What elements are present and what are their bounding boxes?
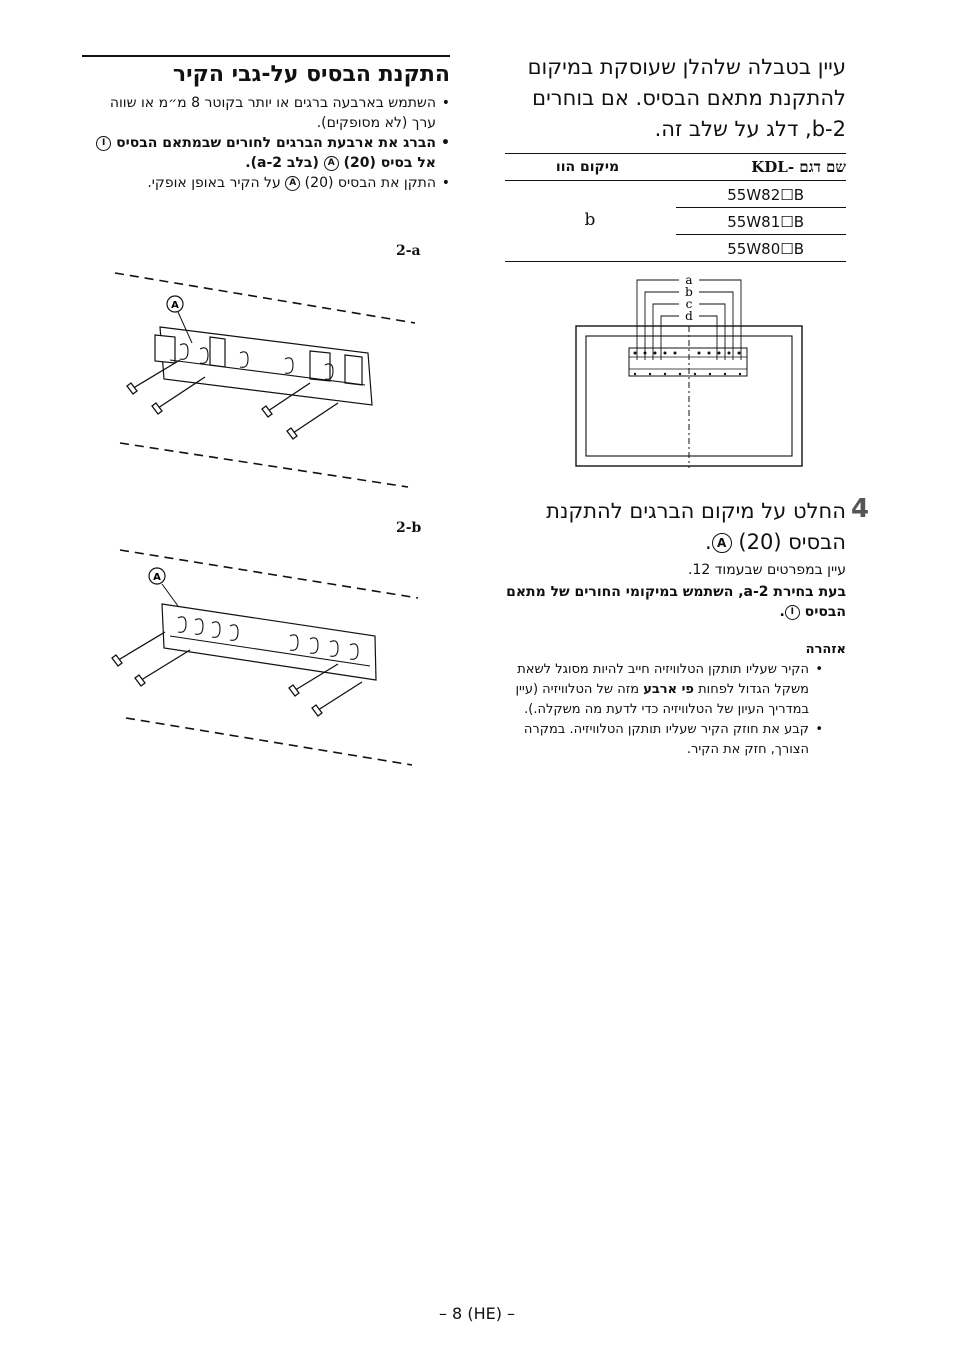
part-i-marker: I [96, 136, 111, 151]
step-note: עיין במפרטים שבעמוד 12. [688, 562, 846, 578]
part-a-marker: A [285, 176, 300, 191]
part-a-marker: A [324, 156, 339, 171]
part-i-marker: I [785, 605, 800, 620]
page-number: – 8 (HE) – [438, 1304, 516, 1323]
instruction-item: • הברג את ארבעת הברגים לחורים שבמתאם הבסיס I אל בסיס (20) A (בלב 2-a). [82, 133, 450, 173]
hole-label-a: a [685, 273, 693, 287]
row-divider [676, 234, 846, 235]
hole-label-c: c [685, 297, 693, 311]
instruction-item: • התקן את הבסיס (20) A על הקיר באופן אופקי. [82, 173, 450, 193]
row-divider [676, 207, 846, 208]
table-row: 55W82☐B [727, 186, 804, 204]
table-row: 55W81☐B [727, 213, 804, 231]
part-a-marker: A [712, 533, 732, 553]
figure-2a-illustration [100, 265, 430, 500]
figure-2b-illustration [100, 540, 430, 775]
table-row: 55W80☐B [727, 240, 804, 258]
section-title: התקנת הבסיס על-גבי הקיר [172, 62, 450, 87]
intro-paragraph: עיין בטבלה שלהלן שעוסקת במיקום להתקנת מתאם הבסיס. אם בוחרים 2-b, דלג על שלב זה. [527, 55, 846, 141]
table-header-rule [505, 180, 846, 181]
step-heading: החלט על מיקום הברגים להתקנת הבסיס (20) A. [546, 499, 846, 554]
warning-item: • הקיר שעליו תותקן הטלוויזיה חייב להיות מסוגל לשאת משקל הגדול לפחות פי ארבע מזה של הטלוויזיה (עיין במדריך העיון של הטלוויזיה כדי לדעת מה משקלה.). [505, 660, 823, 720]
instruction-list [82, 93, 450, 193]
section-rule [82, 55, 450, 57]
hole-label-b: b [685, 285, 693, 299]
step-bold-instruction: בעת בחירת 2-a, השתמש במיקומי החורים של מתאם הבסיס I. [506, 584, 846, 620]
tv-back-diagram [575, 270, 803, 470]
table-top-rule [505, 153, 846, 154]
svg-text:A: A [153, 572, 161, 583]
warning-title: אזהרה [805, 642, 846, 657]
svg-text:A: A [171, 300, 179, 311]
warning-item: • קבע את חוזק הקיר שעליו תותקן הטלוויזיה. במקרה הצורך, חזק את הקיר. [505, 720, 823, 760]
table-bottom-rule [505, 261, 846, 262]
table-header-hook: מיקום הוו [555, 159, 620, 175]
hole-label-d: d [685, 309, 693, 323]
instruction-item: • השתמש בארבעה ברגים או יותר בקוטר 8 מ״מ או שווה ערך (לא מסופקים). [82, 93, 450, 133]
figure-label-2a: 2-a [396, 243, 421, 259]
figure-label-2b: 2-b [396, 520, 422, 536]
warning-list [505, 660, 823, 760]
callout-a [149, 568, 178, 606]
step-number: 4 [851, 494, 870, 524]
table-header-model: שם דגם -KDL [751, 158, 846, 176]
hook-position-value: b [584, 210, 596, 230]
